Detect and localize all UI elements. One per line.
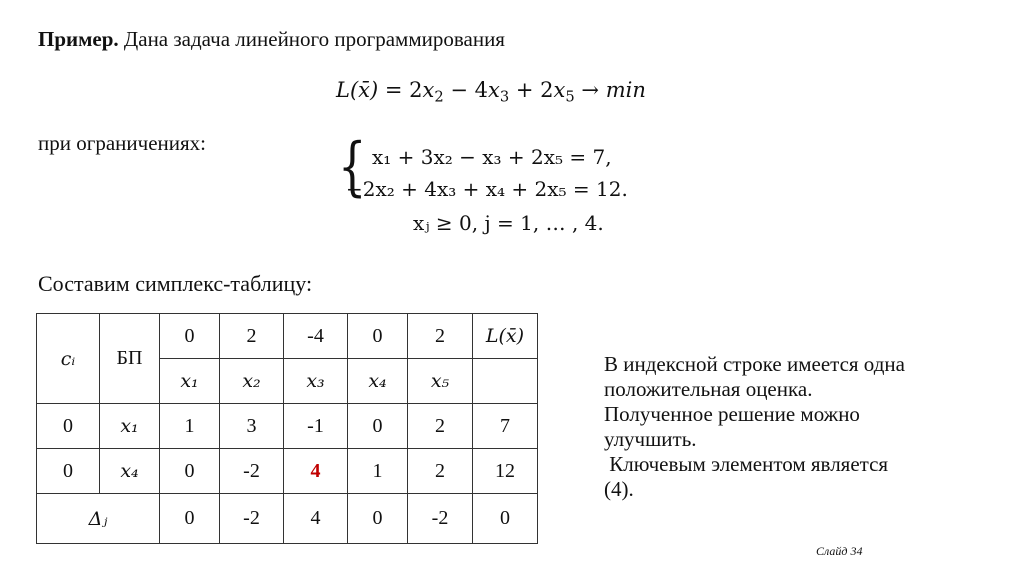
cost-cell: 0 [160, 314, 220, 359]
table-row [37, 449, 538, 494]
table-row [37, 404, 538, 449]
delta-cell: 0 [160, 494, 220, 544]
value-cell: -2 [220, 449, 284, 494]
constraint-eq1: x₁ + 3x₂ − x₃ + 2x₅ = 7, [372, 145, 612, 169]
cost-cell: 2 [220, 314, 284, 359]
note-line: положительная оценка. [604, 377, 813, 401]
heading-text: Дана задача линейного программирования [118, 27, 505, 51]
ci-cell: 0 [37, 449, 100, 494]
var-header: x₂ [220, 359, 284, 404]
objective-lhs: L(x̄) [336, 78, 379, 102]
simplex-table [36, 313, 538, 544]
ci-cell: 0 [37, 404, 100, 449]
system-brace: { [338, 130, 367, 204]
note-line: (4). [604, 477, 634, 501]
value-cell: 2 [408, 404, 473, 449]
var-header: x₁ [160, 359, 220, 404]
value-cell: 1 [348, 449, 408, 494]
value-cell: 2 [408, 449, 473, 494]
nonnegativity: xⱼ ≥ 0, j = 1, … , 4. [413, 211, 604, 235]
table-row [37, 494, 538, 544]
objective-function [336, 78, 646, 105]
constraint-eq2: −2x₂ + 4x₃ + x₄ + 2x₅ = 12. [346, 177, 628, 201]
cost-cell: 2 [408, 314, 473, 359]
var-header: x₃ [284, 359, 348, 404]
objective-rhs: = $2x_2 - 4x_3 + 2x_5 \to \min$ [384, 78, 646, 106]
value-cell: -1 [284, 404, 348, 449]
note-line: Ключевым элементом является [604, 452, 889, 476]
heading-bold: Пример. [38, 27, 119, 51]
empty-cell [473, 359, 538, 404]
note-line: Полученное решение можно [604, 402, 860, 426]
delta-label: Δⱼ [37, 494, 160, 544]
header-l: L(x̄) [473, 314, 538, 359]
slide-number: Слайд 34 [816, 544, 863, 558]
header-ci: cᵢ [37, 314, 100, 404]
constraints-label: при ограничениях: [38, 131, 206, 155]
delta-cell: 0 [348, 494, 408, 544]
table-caption: Составим симплекс-таблицу: [38, 271, 313, 296]
rhs-cell: 12 [473, 449, 538, 494]
basis-cell: x₁ [100, 404, 160, 449]
example-heading [38, 27, 505, 52]
var-header: x₄ [348, 359, 408, 404]
rhs-cell: 7 [473, 404, 538, 449]
note-line: В индексной строке имеется одна [604, 352, 905, 376]
delta-cell: 4 [284, 494, 348, 544]
table-row [37, 314, 538, 359]
value-cell: 3 [220, 404, 284, 449]
var-header: x₅ [408, 359, 473, 404]
value-cell: 1 [160, 404, 220, 449]
note-line: улучшить. [604, 427, 697, 451]
key-element-cell [284, 449, 348, 494]
delta-rhs: 0 [473, 494, 538, 544]
value-cell: 0 [160, 449, 220, 494]
delta-cell: -2 [408, 494, 473, 544]
key-element: 4 [310, 459, 321, 482]
basis-cell: x₄ [100, 449, 160, 494]
value-cell: 0 [348, 404, 408, 449]
cost-cell: -4 [284, 314, 348, 359]
explanation-note [604, 352, 1004, 502]
header-bp: БП [100, 314, 160, 404]
cost-cell: 0 [348, 314, 408, 359]
delta-cell: -2 [220, 494, 284, 544]
